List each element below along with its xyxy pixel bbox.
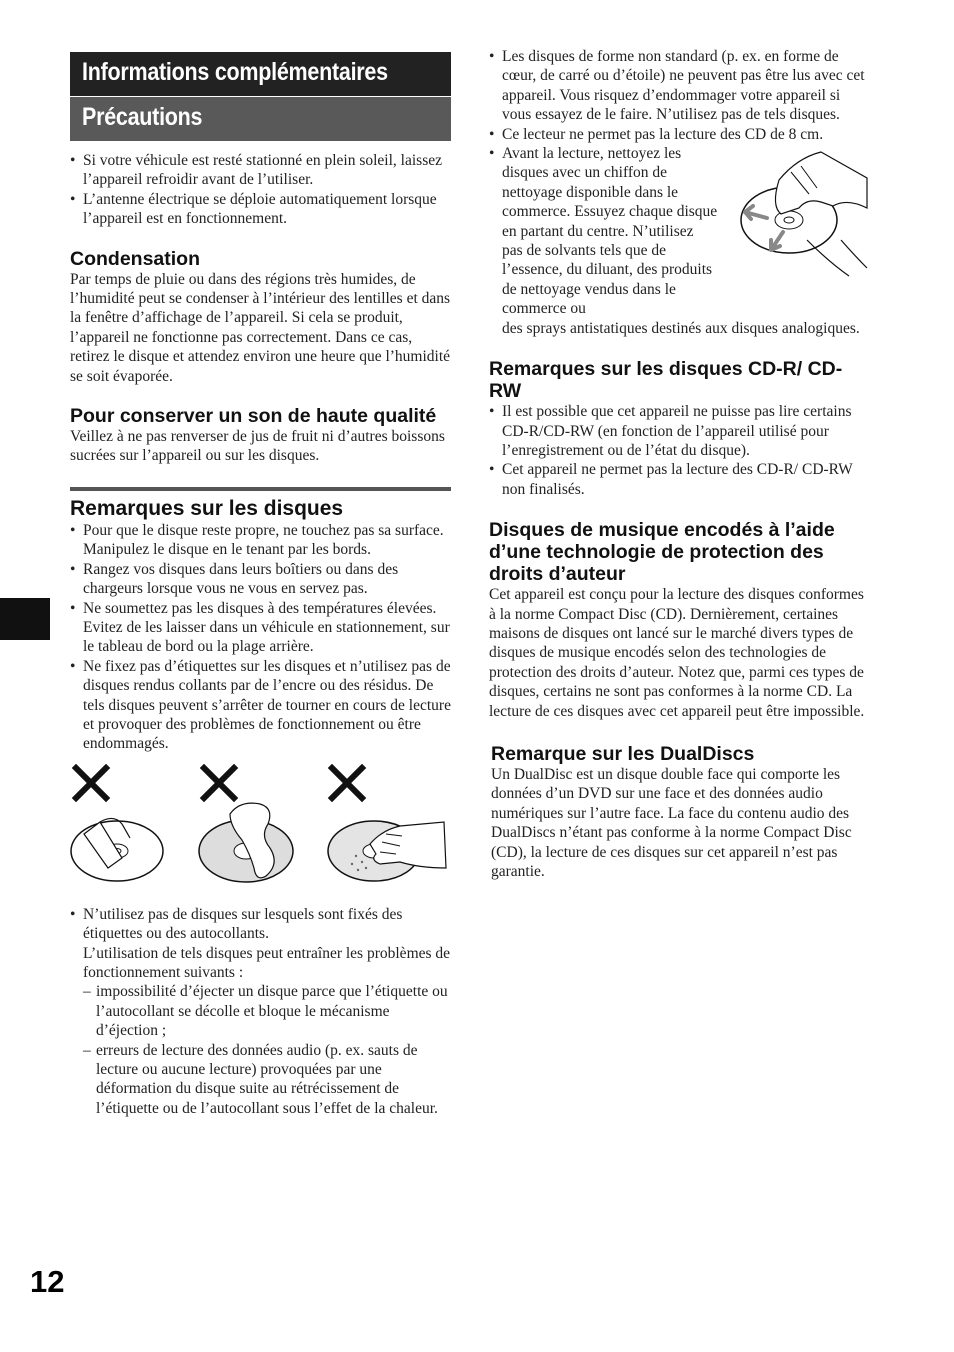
copyright-body: Cet appareil est conçu pour la lecture des disques conformes à la norme Compact Disc (CD). Dernièrement, certaines maisons de disques ont lancé sur le marché divers types de disques de musique encodés selon des technologies de protection des droits d’auteur. Notez que, parmi ces types de disques, certains ne sont pas conformes à la norme CD. La lecture de ces disques avec cet appareil peut être impossible. (489, 586, 865, 720)
list-item: • Rangez vos disques dans leurs boîtiers ou dans des chargeurs lorsque vous ne vous en servez pas. (70, 560, 451, 599)
dash-item: – erreurs de lecture des données audio (p. ex. sauts de lecture ou aucune lecture) provoquées par une déformation du disque suite au rétrécissement de l’étiquette ou de l’autocollant sous l’effet de la chaleur. (83, 1041, 451, 1119)
section-title: Informations complémentaires (82, 58, 388, 86)
prohibited-x-icon (332, 768, 362, 798)
list-item: • Pour que le disque reste propre, ne touchez pas sa surface. Manipulez le disque en le tenant par les bords. (70, 521, 451, 560)
list-item: • Cet appareil ne permet pas la lecture des CD-R/ CD-RW non finalisés. (489, 460, 869, 499)
list-item: • L’antenne électrique se déploie automatiquement lorsque l’appareil est en fonctionnement. (70, 190, 451, 229)
list-item (489, 144, 869, 338)
cleaning-tail-text: des sprays antistatiques destinés aux disques analogiques. (502, 319, 860, 337)
label-followup-text: L’utilisation de tels disques peut entraîner les problèmes de fonctionnement suivants : (83, 944, 451, 981)
cdr-notes-heading: Remarques sur les disques CD-R/ CD-RW (489, 358, 843, 403)
damaged-disc-icon (199, 803, 293, 882)
label-bullet-list (70, 905, 451, 1118)
dualdisc-body: Un DualDisc est un disque double face qui comporte les données d’un DVD sur une face et des données audio numériques sur l’autre face. La face du contenu audio des DualDiscs n’étant pas conforme à la norme Compact Disc (CD), la lecture de ces disques sur cet appareil n’est pas garantie. (491, 765, 852, 880)
cleaning-wrapped-text: • Avant la lecture, nettoyez les disques avec un chiffon de nettoyage disponible dans le commerce. Essuyez chaque disque en partant du centre. N’utilisez pas de solvants tels que de l’essence, du diluant, des produits de nettoyage vendus dans le commerce ou (502, 145, 718, 318)
copyright-heading: Disques de musique encodés à l’aide d’une technologie de protection des droits d’auteur (489, 519, 835, 586)
section-title-banner (70, 52, 451, 97)
condensation-heading: Condensation (70, 247, 200, 270)
list-item: • Ce lecteur ne permet pas la lecture des CD de 8 cm. (489, 125, 869, 144)
list-item: • Si votre véhicule est resté stationné en plein soleil, laissez l’appareil refroidir avant de l’utiliser. (70, 151, 451, 190)
list-item (70, 905, 451, 1118)
cleaning-block (489, 144, 869, 338)
disc-with-label-icon (71, 818, 163, 881)
prohibited-discs-graphic (70, 764, 451, 896)
prohibited-x-icon (204, 768, 234, 798)
right-column (489, 48, 869, 881)
dualdisc-note (489, 743, 853, 881)
page-title: Précautions (82, 103, 203, 131)
cleaning-list (489, 144, 869, 338)
left-column (70, 52, 451, 1118)
dash-item: – impossibilité d’éjecter un disque parce que l’étiquette ou l’autocollant se décolle et bloque le mécanisme d’éjection ; (83, 982, 451, 1040)
list-item: • Il est possible que cet appareil ne puisse pas lire certains CD-R/CD-RW (en fonction de l’appareil utilisé pour l’enregistrement ou de l’état du disque). (489, 402, 869, 460)
right-bullet-list (489, 47, 869, 144)
intro-bullet-list (70, 151, 451, 229)
section-divider (70, 487, 451, 491)
prohibited-x-icon (76, 768, 106, 798)
prohibited-discs-illustration (70, 764, 451, 896)
page-number: 12 (30, 1264, 65, 1299)
dualdisc-heading: Remarque sur les DualDiscs (491, 742, 755, 765)
label-bullet-text: N’utilisez pas de disques sur lesquels sont fixés des étiquettes ou des autocollants. (83, 905, 403, 943)
list-item: • Les disques de forme non standard (p. ex. en forme de cœur, de carré ou d’étoile) ne peuvent pas être lus avec cet appareil. Vous risquez d’endommager votre appareil si vous essayez de le faire. N’utilisez pas de tels disques. (489, 47, 869, 125)
condensation-body: Par temps de pluie ou dans des régions très humides, de l’humidité peut se condenser à l’intérieur des lentilles et dans la fenêtre d’affichage de l’appareil. Si cela se produit, l’appareil ne fonctionne pas correctement. Dans ce cas, retirez le disque et attendez environ une heure que l’humidité se soit évaporée. (70, 270, 451, 385)
disc-notes-list (70, 521, 451, 754)
hand-touching-disc-icon (328, 821, 446, 881)
chapter-tab-marker (0, 598, 50, 640)
cdr-notes-list (489, 402, 869, 499)
disc-notes-heading: Remarques sur les disques (70, 496, 344, 520)
page-title-banner (70, 97, 451, 141)
list-item: • Ne soumettez pas les disques à des températures élevées. Evitez de les laisser dans un véhicule en stationnement, sur le tableau de bord ou la plage arrière. (70, 599, 451, 657)
sound-quality-body: Veillez à ne pas renverser de jus de fruit ni d’autres boissons sucrées sur l’appareil ou sur les disques. (70, 428, 445, 465)
sound-quality-heading: Pour conserver un son de haute qualité (70, 405, 437, 428)
list-item: • Ne fixez pas d’étiquettes sur les disques et n’utilisez pas de disques rendus collants par de l’encre ou des résidus. De tels disques peuvent s’arrêter de tourner en cours de lecture et provoquer des problèmes de fonctionnement ou être endommagés. (70, 657, 451, 754)
